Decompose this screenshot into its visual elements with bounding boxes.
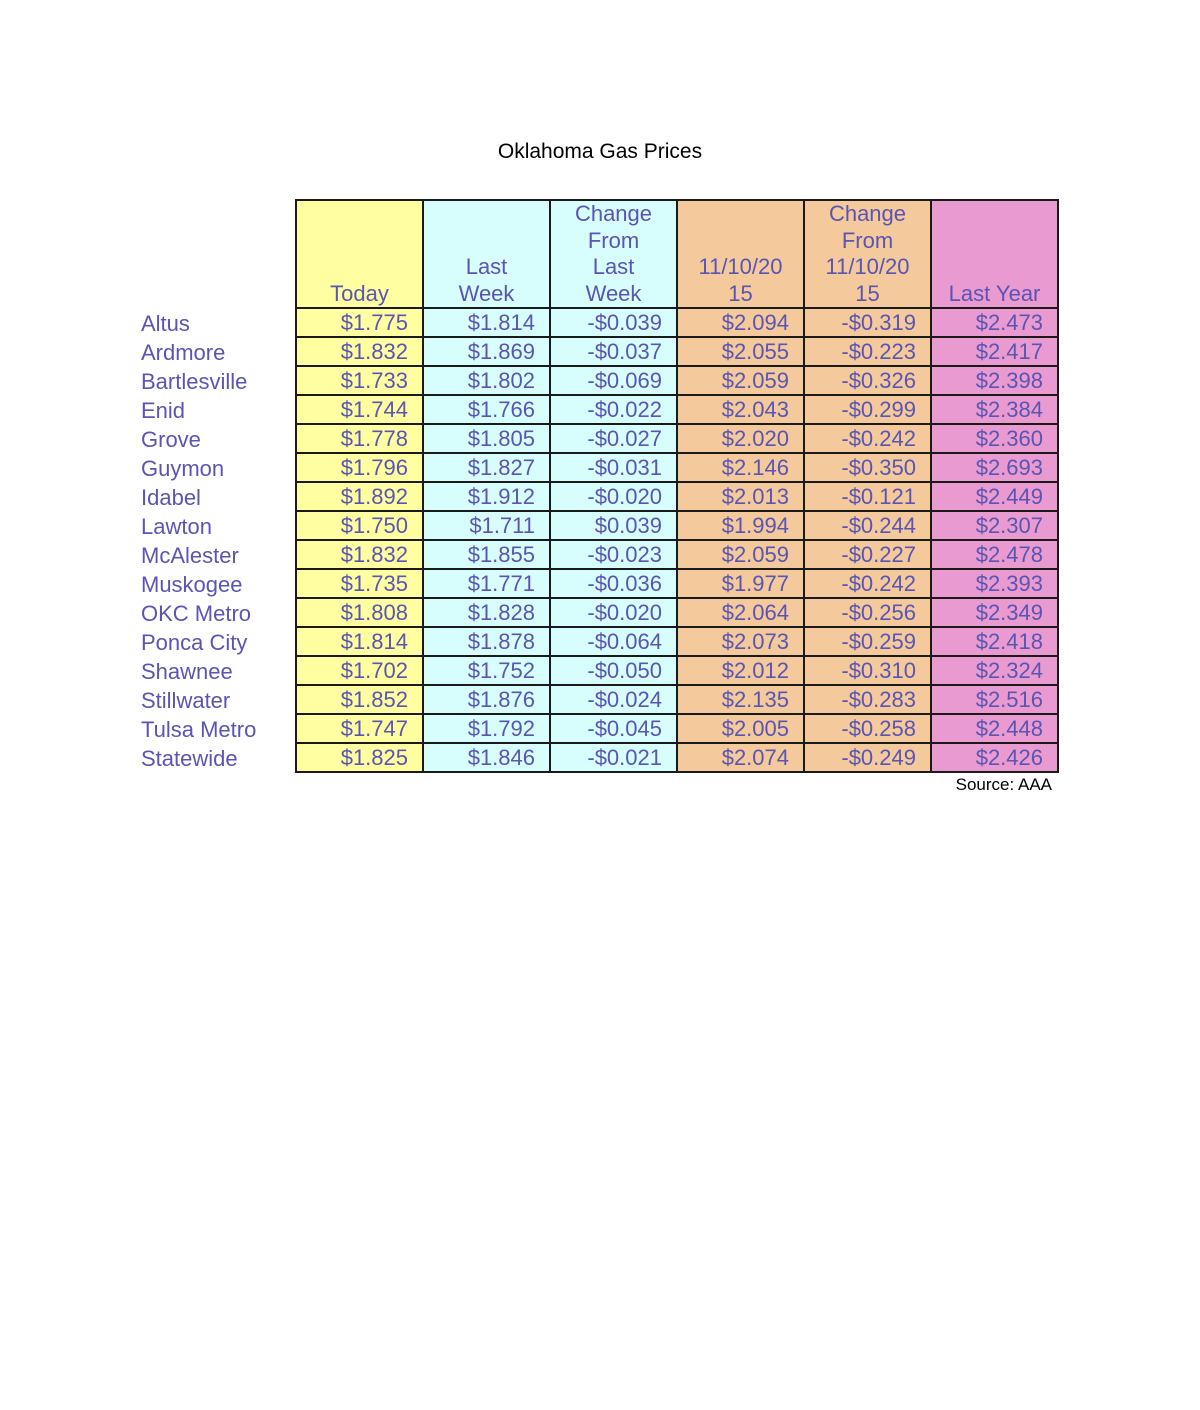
table-cell: $1.771 (423, 569, 550, 598)
chart-title: Oklahoma Gas Prices (497, 140, 703, 163)
table-cell: -$0.256 (804, 598, 931, 627)
table-cell: -$0.310 (804, 656, 931, 685)
table-body (296, 308, 1058, 772)
source-note: Source: AAA (955, 775, 1052, 794)
table-cell: -$0.350 (804, 453, 931, 482)
table-cell: $1.878 (423, 627, 550, 656)
column-header-2: Change From Last Week (550, 200, 677, 308)
table-cell: -$0.022 (550, 395, 677, 424)
table-cell: -$0.020 (550, 598, 677, 627)
table-cell: $2.073 (677, 627, 804, 656)
table-cell: $1.775 (296, 308, 423, 337)
table-cell: -$0.036 (550, 569, 677, 598)
table-cell: $2.307 (931, 511, 1058, 540)
table-cell: -$0.242 (804, 424, 931, 453)
table-row (296, 395, 1058, 424)
table-cell: $1.994 (677, 511, 804, 540)
table-cell: -$0.283 (804, 685, 931, 714)
gas-price-table (295, 199, 1059, 773)
table-cell: -$0.020 (550, 482, 677, 511)
table-cell: -$0.023 (550, 540, 677, 569)
table-cell: $2.478 (931, 540, 1058, 569)
row-label: Stillwater (141, 688, 231, 713)
table-cell: $1.733 (296, 366, 423, 395)
table-cell: $2.417 (931, 337, 1058, 366)
table-row (296, 743, 1058, 772)
table-cell: $1.814 (296, 627, 423, 656)
table-cell: $2.449 (931, 482, 1058, 511)
table-cell: $1.750 (296, 511, 423, 540)
table-cell: $2.013 (677, 482, 804, 511)
table-cell: $1.711 (423, 511, 550, 540)
table-cell: $1.752 (423, 656, 550, 685)
table-cell: -$0.024 (550, 685, 677, 714)
row-label: OKC Metro (141, 601, 252, 626)
table-cell: $1.702 (296, 656, 423, 685)
table-cell: $2.426 (931, 743, 1058, 772)
row-label: Grove (141, 427, 201, 452)
row-label: Statewide (141, 746, 238, 771)
row-label: Altus (141, 311, 190, 336)
table-row (296, 598, 1058, 627)
table-cell: $2.418 (931, 627, 1058, 656)
table-cell: $2.324 (931, 656, 1058, 685)
table-cell: -$0.121 (804, 482, 931, 511)
table-cell: -$0.064 (550, 627, 677, 656)
table-cell: -$0.039 (550, 308, 677, 337)
table-cell: $1.778 (296, 424, 423, 453)
table-cell: -$0.258 (804, 714, 931, 743)
table-cell: $1.827 (423, 453, 550, 482)
table-cell: -$0.326 (804, 366, 931, 395)
table-row (296, 453, 1058, 482)
table-cell: $1.876 (423, 685, 550, 714)
table-cell: $1.977 (677, 569, 804, 598)
table-cell: $1.805 (423, 424, 550, 453)
table-cell: $2.349 (931, 598, 1058, 627)
column-header-1: Last Week (423, 200, 550, 308)
table-cell: -$0.227 (804, 540, 931, 569)
table-row (296, 308, 1058, 337)
table-cell: $1.735 (296, 569, 423, 598)
table-cell: $1.828 (423, 598, 550, 627)
row-label: Tulsa Metro (141, 717, 257, 742)
table-cell: $2.146 (677, 453, 804, 482)
table-cell: $2.360 (931, 424, 1058, 453)
table-cell: $1.796 (296, 453, 423, 482)
table-cell: -$0.045 (550, 714, 677, 743)
table-cell: -$0.037 (550, 337, 677, 366)
table-cell: $2.012 (677, 656, 804, 685)
table-cell: -$0.069 (550, 366, 677, 395)
table-cell: $2.005 (677, 714, 804, 743)
table-cell: $2.064 (677, 598, 804, 627)
row-label: Ardmore (141, 340, 226, 365)
table-cell: $1.747 (296, 714, 423, 743)
table-row (296, 540, 1058, 569)
row-label: Idabel (141, 485, 201, 510)
table-cell: -$0.299 (804, 395, 931, 424)
table-cell: $1.766 (423, 395, 550, 424)
table-cell: $1.852 (296, 685, 423, 714)
table-row (296, 337, 1058, 366)
table-cell: $1.814 (423, 308, 550, 337)
table-row (296, 482, 1058, 511)
table-cell: -$0.319 (804, 308, 931, 337)
table-cell: $1.825 (296, 743, 423, 772)
table-cell: -$0.021 (550, 743, 677, 772)
column-header-4: Change From 11/10/20 15 (804, 200, 931, 308)
table-cell: -$0.027 (550, 424, 677, 453)
table-cell: $2.473 (931, 308, 1058, 337)
row-label: Enid (141, 398, 186, 423)
table-cell: -$0.259 (804, 627, 931, 656)
table-cell: $2.074 (677, 743, 804, 772)
table-cell: $2.693 (931, 453, 1058, 482)
table-cell: $2.135 (677, 685, 804, 714)
table-row (296, 685, 1058, 714)
table-cell: $2.094 (677, 308, 804, 337)
table-cell: $2.393 (931, 569, 1058, 598)
table-cell: $1.744 (296, 395, 423, 424)
table-cell: $1.802 (423, 366, 550, 395)
table-cell: $1.855 (423, 540, 550, 569)
table-cell: $1.912 (423, 482, 550, 511)
table-row (296, 511, 1058, 540)
column-header-0: Today (296, 200, 423, 308)
table-cell: $2.020 (677, 424, 804, 453)
table-cell: $2.043 (677, 395, 804, 424)
table-row (296, 424, 1058, 453)
column-header-5: Last Year (931, 200, 1058, 308)
table-header-row (296, 200, 1058, 308)
row-label: Guymon (141, 456, 225, 481)
table-cell: -$0.244 (804, 511, 931, 540)
table-cell: -$0.031 (550, 453, 677, 482)
table-cell: -$0.242 (804, 569, 931, 598)
table-cell: $1.869 (423, 337, 550, 366)
table-row (296, 627, 1058, 656)
row-label: Bartlesville (141, 369, 248, 394)
table-cell: $0.039 (550, 511, 677, 540)
table-row (296, 656, 1058, 685)
row-label: Muskogee (141, 572, 243, 597)
row-label: Lawton (141, 514, 212, 539)
table-cell: $1.846 (423, 743, 550, 772)
table-cell: $1.892 (296, 482, 423, 511)
row-label: Shawnee (141, 659, 233, 684)
table-cell: $2.059 (677, 540, 804, 569)
table-cell: $2.398 (931, 366, 1058, 395)
table-cell: -$0.223 (804, 337, 931, 366)
row-label: McAlester (141, 543, 239, 568)
table-row (296, 714, 1058, 743)
table-cell: $2.384 (931, 395, 1058, 424)
row-name-column (141, 309, 293, 773)
table-cell: $2.448 (931, 714, 1058, 743)
table-cell: $1.792 (423, 714, 550, 743)
column-header-3: 11/10/20 15 (677, 200, 804, 308)
table-cell: -$0.249 (804, 743, 931, 772)
table-cell: $1.808 (296, 598, 423, 627)
row-label: Ponca City (141, 630, 248, 655)
table-cell: $2.059 (677, 366, 804, 395)
table-row (296, 366, 1058, 395)
table-cell: $2.516 (931, 685, 1058, 714)
table-row (296, 569, 1058, 598)
table-cell: $1.832 (296, 337, 423, 366)
table-cell: $1.832 (296, 540, 423, 569)
table-cell: -$0.050 (550, 656, 677, 685)
table-cell: $2.055 (677, 337, 804, 366)
